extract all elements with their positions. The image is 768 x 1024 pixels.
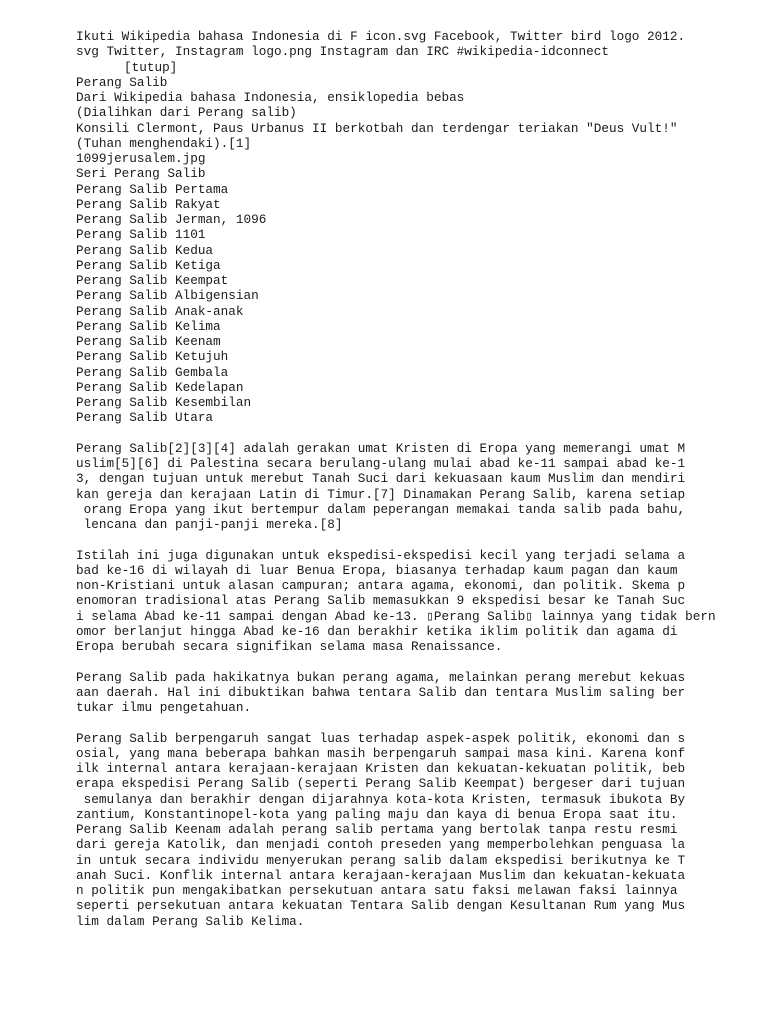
paragraph-line: Perang Salib pada hakikatnya bukan perang agama, melainkan perang merebut kekuas	[76, 669, 686, 685]
body-paragraph	[76, 441, 706, 533]
paragraph-line: orang Eropa yang ikut bertempur dalam peperangan memakai tanda salib pada bahu,	[76, 501, 686, 517]
series-item-link[interactable]: Perang Salib Gembala	[76, 364, 229, 380]
series-item-link[interactable]: Perang Salib Ketiga	[76, 257, 221, 273]
series-item-link[interactable]: Perang Salib Utara	[76, 410, 214, 426]
paragraph-line: lim dalam Perang Salib Kelima.	[76, 913, 305, 929]
paragraph-line: bad ke-16 di wilayah di luar Benua Eropa, biasanya terhadap kaum pagan dan kaum	[76, 562, 678, 578]
paragraph-line: seperti persekutuan antara kekuatan Tentara Salib dengan Kesultanan Rum yang Mus	[76, 898, 686, 914]
series-title[interactable]: Seri Perang Salib	[76, 166, 206, 182]
paragraph-line: erapa ekspedisi Perang Salib (seperti Perang Salib Keempat) bergeser dari tujuan	[76, 776, 686, 792]
series-item-link[interactable]: Perang Salib Kelima	[76, 318, 221, 334]
paragraph-line: semulanya dan berakhir dengan dijarahnya kota-kota Kristen, termasuk ibukota By	[76, 791, 686, 807]
series-list	[76, 182, 706, 426]
image-caption-line: Konsili Clermont, Paus Urbanus II berkotbah dan terdengar teriakan "Deus Vult!"	[76, 120, 678, 136]
paragraph-line: uslim[5][6] di Palestina secara berulang-ulang mulai abad ke-11 sampai abad ke-1	[76, 456, 686, 471]
paragraph-line: in untuk secara individu menyerukan perang salib dalam ekspedisi berikutnya ke T	[76, 852, 686, 868]
series-item-link[interactable]: Perang Salib 1101	[76, 227, 206, 243]
redirect-note: (Dialihkan dari Perang salib)	[76, 105, 297, 121]
series-item-link[interactable]: Perang Salib Pertama	[76, 181, 229, 197]
series-item-link[interactable]: Perang Salib Rakyat	[76, 196, 221, 212]
series-item-link[interactable]: Perang Salib Albigensian	[76, 288, 259, 304]
image-placeholder[interactable]: 1099jerusalem.jpg	[76, 151, 206, 166]
body-paragraph	[76, 670, 706, 716]
site-tagline: Dari Wikipedia bahasa Indonesia, ensiklopedia bebas	[76, 90, 465, 105]
paragraph-line: non-Kristiani untuk alasan campuran; antara agama, ekonomi, dan politik. Skema p	[76, 578, 686, 593]
image-caption-line: (Tuhan menghendaki).[1]	[76, 135, 252, 151]
page-text	[76, 29, 716, 929]
paragraph-line: 3, dengan tujuan untuk merebut Tanah Suci dari kekuasaan kaum Muslim dan mendiri	[76, 471, 686, 487]
close-notice-link[interactable]: [tutup]	[124, 59, 178, 75]
paragraph-line: kan gereja dan kerajaan Latin di Timur.[7] Dinamakan Perang Salib, karena setiap	[76, 486, 686, 502]
paragraph-line: anah Suci. Konflik internal antara kerajaan-kerajaan Muslim dan kekuatan-kekuata	[76, 867, 686, 883]
paragraph-line: lencana dan panji-panji mereka.[8]	[76, 517, 343, 532]
paragraph-line: n politik pun mengakibatkan persekutuan antara satu faksi melawan faksi lainnya	[76, 883, 678, 898]
infobox	[76, 121, 706, 426]
paragraph-line: osial, yang mana beberapa bahkan masih berpengaruh sampai masa kini. Karena konf	[76, 745, 686, 761]
paragraph-line: ilk internal antara kerajaan-kerajaan Kristen dan kekuatan-kekuatan politik, beb	[76, 761, 686, 776]
paragraph-line: enomoran tradisional atas Perang Salib memasukkan 9 ekspedisi besar ke Tanah Suc	[76, 593, 686, 609]
site-notice-line: svg Twitter, Instagram logo.png Instagram dan IRC #wikipedia-idconnect	[76, 44, 609, 60]
series-item-link[interactable]: Perang Salib Kedelapan	[76, 379, 244, 395]
paragraph-line: dari gereja Katolik, dan menjadi contoh preseden yang memperbolehkan penguasa la	[76, 837, 686, 853]
series-item-link[interactable]: Perang Salib Jerman, 1096	[76, 212, 267, 227]
paragraph-line: zantium, Konstantinopel-kota yang paling maju dan kaya di benua Eropa saat itu.	[76, 806, 678, 822]
series-item-link[interactable]: Perang Salib Kesembilan	[76, 395, 252, 410]
series-item-link[interactable]: Perang Salib Keempat	[76, 273, 229, 288]
paragraph-line: tukar ilmu pengetahuan.	[76, 700, 252, 715]
paragraph-line: Istilah ini juga digunakan untuk ekspedisi-ekspedisi kecil yang terjadi selama a	[76, 547, 686, 563]
page-title: Perang Salib	[76, 74, 168, 90]
paragraph-line: aan daerah. Hal ini dibuktikan bahwa tentara Salib dan tentara Muslim saling ber	[76, 684, 686, 700]
paragraph-line: omor berlanjut hingga Abad ke-16 dan berakhir ketika iklim politik dan agama di	[76, 623, 678, 639]
series-item-link[interactable]: Perang Salib Anak-anak	[76, 303, 244, 319]
paragraph-line: i selama Abad ke-11 sampai dengan Abad ke-13. ▯Perang Salib▯ lainnya yang tidak bern	[76, 608, 716, 624]
body-paragraph	[76, 547, 716, 655]
paragraph-line: Perang Salib Keenam adalah perang salib pertama yang bertolak tanpa restu resmi	[76, 822, 678, 837]
paragraph-line: Perang Salib[2][3][4] adalah gerakan umat Kristen di Eropa yang memerangi umat M	[76, 440, 686, 456]
paragraph-line: Perang Salib berpengaruh sangat luas terhadap aspek-aspek politik, ekonomi dan s	[76, 730, 686, 746]
paragraph-line: Eropa berubah secara signifikan selama masa Renaissance.	[76, 639, 503, 654]
site-notice	[76, 29, 706, 75]
series-item-link[interactable]: Perang Salib Kedua	[76, 242, 214, 258]
series-item-link[interactable]: Perang Salib Keenam	[76, 334, 221, 349]
series-item-link[interactable]: Perang Salib Ketujuh	[76, 349, 229, 365]
site-notice-line: Ikuti Wikipedia bahasa Indonesia di F icon.svg Facebook, Twitter bird logo 2012.	[76, 29, 686, 44]
body-paragraph	[76, 731, 706, 929]
